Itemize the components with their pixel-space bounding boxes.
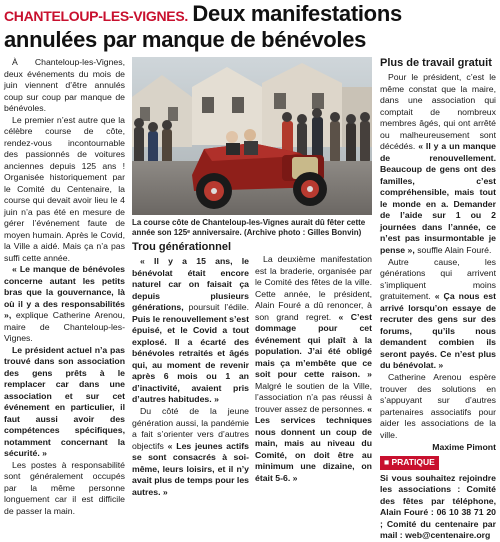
subhead-plus-de-travail-gratuit: Plus de travail gratuit: [380, 57, 492, 69]
author-signature: Maxime Pimont: [432, 441, 496, 452]
right-p1: Pour le président, c’est le même constat que la maire, dans une association qui comptait de nombreux membres âgés, qui ont arrêté ou malheureusement sont décédés.: [380, 72, 496, 151]
middle-paragraph-1: [132, 256, 249, 406]
right-paragraph-3: Catherine Arenou espère trouver des solutions en s’appuyant sur d’autres partenaires associatifs pour aider les associations de la ville.: [380, 372, 496, 440]
middle-p2-plain: Du côté de la jeune génération aussi, la pandémie a fait s’orienter vers d’autres objectifs: [132, 406, 249, 451]
third-p1: La deuxième manifestation est la braderie, organisée par le Comité des fêtes de la ville. Cette année, le président, Alain Fouré a dû renoncer, à son grand regret.: [255, 254, 372, 322]
right-p2-bold: « Ça nous est arrivé lorsqu’on essaye de recruter des gens sur des forums, qu’ils nous demandent combien ils seront payés. Ce n’est plus du bénévolat. »: [380, 291, 496, 370]
quote-bold: « Le manque de bénévoles concerne autant les petits bras que la gouvernance, là où il y a des responsabilités »,: [4, 264, 125, 320]
pratique-box: [380, 473, 496, 542]
middle-p1-bold2: Puis le renouvellement s’est épuisé, et le Covid a tout explosé. Il a écarté des bénévoles retraités et âgés qui, au moment de revenir après 6 mois ou 1 an d’inactivité, avaient pris d’autres habitudes. »: [132, 313, 249, 404]
vintage-car-photo: [132, 57, 372, 215]
article-photo: [132, 57, 372, 215]
subhead-trou-generationnel: Trou générationnel: [132, 241, 232, 253]
photo-caption: La course côte de Chanteloup-les-Vignes aurait dû fêter cette année son 125ᵉ anniversaire. (Archive photo : Gilles Bonvin): [132, 218, 366, 237]
column-middle: [132, 241, 249, 498]
headline-title-line1: Deux manifestations: [192, 1, 402, 26]
right-p1-bold: « Il y a un manque de renouvellement. Beaucoup de gens ont des familles, c’est compréhensible, mais tout le monde en a. Demander de l’aide sur 1 ou 2 journées dans l’année, ce n’est pas insurmontable je pense »,: [380, 141, 496, 255]
pratique-text: Si vous souhaitez rejoindre les associations : Comité des fêtes par téléphone, Alain Fouré : 06 10 38 71 20 ; Comité du centenaire par mail : web@centenaire.org: [380, 472, 496, 540]
middle-p2-bold: « Les jeunes actifs se sont consacrés à soi-même, leurs loisirs, et il n’y avait plus de temps pour les autres. »: [132, 440, 249, 497]
right-paragraph-1: [380, 72, 496, 256]
third-paragraph-1: [255, 254, 372, 484]
right-p1-rest: souffle Alain Fouré.: [414, 244, 492, 255]
headline-title-line2: annulées par manque de bénévoles: [4, 27, 367, 52]
responsibility-paragraph: Les postes à responsabilité sont généralement occupés par la même personne longuement car il est difficile de passer la main.: [4, 459, 125, 516]
third-p1-bold2: « Les services techniques nous donnent un coup de main, mais au niveau du Comité, on doit être au minimum une dizaine, on était 5-6. »: [255, 403, 372, 483]
pratique-label: ■ PRATIQUE: [380, 456, 439, 470]
president-paragraph: Le président actuel n’a pas trouvé dans son association des gens prêts à le remplacer car dans une association et sur cet événement en particulier, il faut aussi avoir des compétences spécifiques, notamment concernant la sécurité. »: [4, 344, 125, 458]
quote-attribution: explique Catherine Arenou, maire de Chanteloup-les-Vignes.: [4, 310, 125, 343]
middle-p1-bold: « Il y a 15 ans, le bénévolat était encore naturel car on faisait ça depuis plusieurs générations,: [132, 256, 249, 312]
middle-p1-rest: poursuit l’édile.: [183, 302, 249, 312]
quote-paragraph: [4, 264, 125, 345]
intro-paragraph-2: Le premier n’est autre que la célèbre course de côte, rendez-vous incontournable des passionnés de voitures anciennes depuis 125 ans ! Organisée historiquement par le Comité du Centenaire, la course qui devait avoir lieu le 4 juin n’a pas été en mesure de gérer l’événement faute de moyen humain. Après le Covid, la Ville a aidé. Mais ça n’a pas suffi cette année.: [4, 114, 125, 263]
column-third: [255, 254, 372, 484]
right-paragraph-2: [380, 257, 496, 372]
column-left: [4, 57, 125, 517]
headline: [4, 2, 498, 54]
third-p1-rest: Malgré le soutien de la Ville, l’association n’a pas réussi à trouver assez de personnes.: [255, 380, 372, 414]
middle-paragraph-2: [132, 406, 249, 498]
right-p2: Autre cause, les générations qui arrivent s’impliquent moins gratuitement.: [380, 256, 496, 301]
headline-kicker: CHANTELOUP-LES-VIGNES.: [4, 8, 188, 24]
third-p1-bold: « C’est dommage pour cet événement qui plaît à la population. J’ai été obligé mais ça m’embête que ce soit pour cette raison. »: [255, 311, 373, 379]
intro-paragraph-1: À Chanteloup-les-Vignes, deux événements du mois de juin viennent d’être annulés coup sur coup par manque de bénévoles.: [4, 57, 125, 113]
column-right: [380, 57, 496, 542]
